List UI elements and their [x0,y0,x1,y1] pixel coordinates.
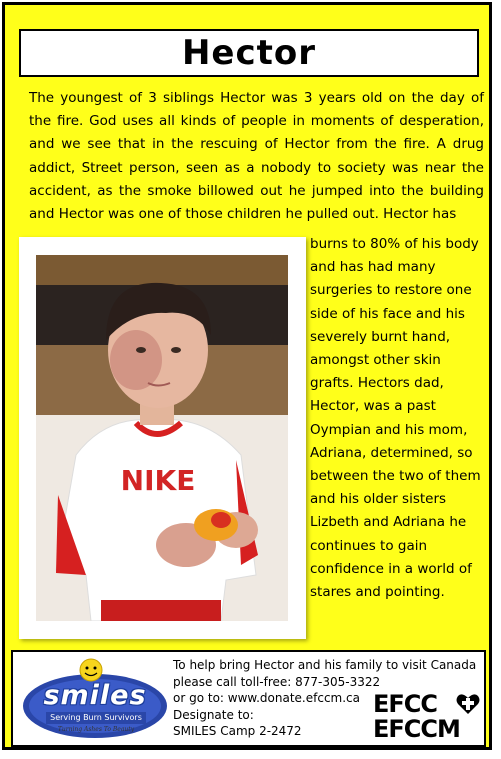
child-photo-illustration [36,255,288,621]
contact-line-camp-code: SMILES Camp 2-2472 [173,724,302,738]
photo-frame [19,237,306,639]
efcc-logo-line1: EFCC [373,690,438,718]
poster [2,2,492,750]
heart-cross-icon [455,692,481,716]
efcc-logo [373,690,485,744]
smiles-logo-tagline: Turning Ashes To Beauty [57,726,135,733]
contact-line-phone: please call toll-free: 877-305-3322 [173,674,381,689]
contact-line-website: or go to: www.donate.efccm.ca [173,691,361,705]
footer-box [11,650,486,747]
contact-line-visit: To help bring Hector and his family to visit Canada [173,658,477,672]
smiles-logo [19,656,171,742]
story-paragraph-top: The youngest of 3 siblings Hector was 3 years old on the day of the fire. God uses all kinds of people in moments of desperation, and we see that in the rescuing of Hector from the fire. A drug addict, Street person, seen as a nobody to society was near the accident, as the smoke billowed out he jumped into the building and Hector was one of those children he pulled out. Hector has [29,90,484,223]
contact-line-designate-label: Designate to: [173,707,254,722]
story-paragraph-side: burns to 80% of his body and has had many surgeries to restore one side of his face and his severely burnt hand, amongst other skin grafts. Hectors dad, Hector, was a past Oympian and his mom, Adriana, determined, so between the two of them and his older sisters Lizbeth and Adriana he continues to gain confidence in a world of stares and pointing. [310,236,481,601]
child-photo [36,255,288,621]
page-title: Hector [181,33,317,73]
title-box [19,29,479,77]
smiles-logo-name: smiles [43,680,147,711]
efcc-logo-line2: EFCCM [373,715,460,743]
smiles-logo-subtitle: Serving Burn Survivors [46,712,146,724]
shirt-text: NIKE [120,464,196,497]
